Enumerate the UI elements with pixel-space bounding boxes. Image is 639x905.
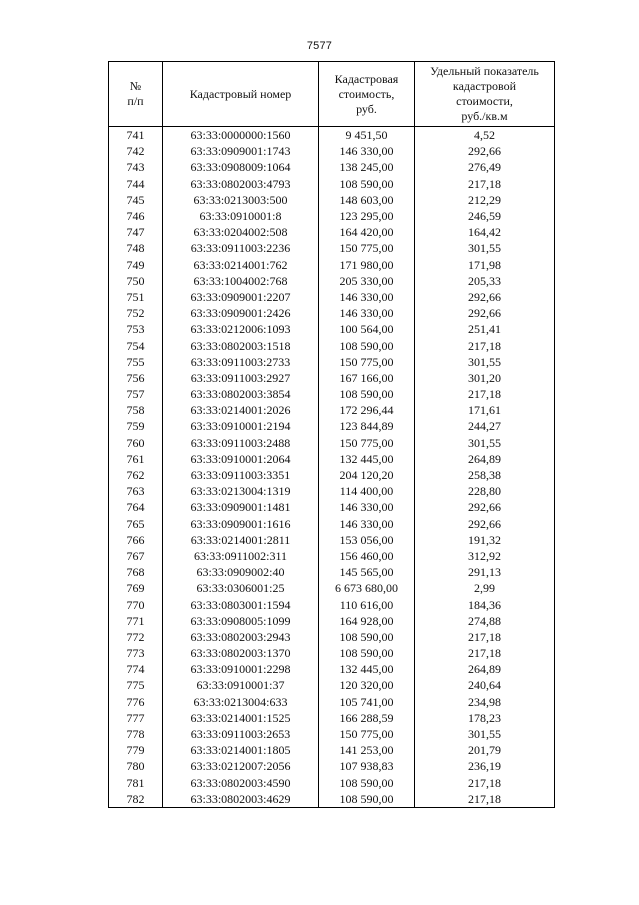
cell-cadastral-number: 63:33:0803001:1594 — [163, 596, 319, 612]
cell-specific-value: 301,20 — [415, 370, 555, 386]
cell-cadastral-value: 138 245,00 — [319, 159, 415, 175]
cell-specific-value: 191,32 — [415, 532, 555, 548]
cell-row-number: 773 — [109, 645, 163, 661]
cell-cadastral-number: 63:33:0802003:1518 — [163, 337, 319, 353]
cell-cadastral-value: 105 741,00 — [319, 694, 415, 710]
cell-row-number: 764 — [109, 499, 163, 515]
table-row — [109, 596, 555, 612]
cell-cadastral-value: 172 296,44 — [319, 402, 415, 418]
cell-cadastral-value: 146 330,00 — [319, 499, 415, 515]
cell-row-number: 775 — [109, 677, 163, 693]
table-row — [109, 467, 555, 483]
cell-row-number: 757 — [109, 386, 163, 402]
table-row — [109, 645, 555, 661]
cadastral-table — [108, 61, 555, 808]
cell-cadastral-number: 63:33:0909001:1481 — [163, 499, 319, 515]
cell-row-number: 779 — [109, 742, 163, 758]
cell-cadastral-value: 123 844,89 — [319, 418, 415, 434]
cell-cadastral-number: 63:33:0802003:1370 — [163, 645, 319, 661]
cell-row-number: 759 — [109, 418, 163, 434]
cell-cadastral-number: 63:33:0911003:2653 — [163, 726, 319, 742]
cell-row-number: 760 — [109, 435, 163, 451]
table-row — [109, 337, 555, 353]
table-row — [109, 143, 555, 159]
cell-cadastral-number: 63:33:0910001:2194 — [163, 418, 319, 434]
cell-specific-value: 217,18 — [415, 176, 555, 192]
cell-specific-value: 292,66 — [415, 516, 555, 532]
cell-row-number: 774 — [109, 661, 163, 677]
cell-cadastral-value: 150 775,00 — [319, 726, 415, 742]
cell-specific-value: 234,98 — [415, 694, 555, 710]
table-row — [109, 159, 555, 175]
cell-cadastral-value: 108 590,00 — [319, 386, 415, 402]
cell-cadastral-value: 108 590,00 — [319, 791, 415, 808]
cell-cadastral-number: 63:33:0214001:2026 — [163, 402, 319, 418]
cell-row-number: 780 — [109, 758, 163, 774]
cell-row-number: 753 — [109, 321, 163, 337]
cell-cadastral-value: 166 288,59 — [319, 710, 415, 726]
cell-cadastral-number: 63:33:0910001:37 — [163, 677, 319, 693]
cell-cadastral-number: 63:33:0909001:2426 — [163, 305, 319, 321]
cell-cadastral-number: 63:33:0213004:1319 — [163, 483, 319, 499]
cell-cadastral-number: 63:33:0911003:2236 — [163, 240, 319, 256]
cell-cadastral-value: 108 590,00 — [319, 337, 415, 353]
table-row — [109, 435, 555, 451]
cell-cadastral-number: 63:33:0214001:1805 — [163, 742, 319, 758]
cell-cadastral-value: 108 590,00 — [319, 176, 415, 192]
cell-cadastral-value: 204 120,20 — [319, 467, 415, 483]
cell-row-number: 752 — [109, 305, 163, 321]
table-row — [109, 791, 555, 808]
cell-specific-value: 244,27 — [415, 418, 555, 434]
cell-cadastral-value: 114 400,00 — [319, 483, 415, 499]
cell-specific-value: 217,18 — [415, 337, 555, 353]
cell-cadastral-value: 141 253,00 — [319, 742, 415, 758]
cell-cadastral-number: 63:33:0214001:762 — [163, 257, 319, 273]
cell-specific-value: 292,66 — [415, 289, 555, 305]
table-row — [109, 613, 555, 629]
table-row — [109, 240, 555, 256]
table-row — [109, 192, 555, 208]
table-row — [109, 710, 555, 726]
table-row — [109, 775, 555, 791]
table-row — [109, 694, 555, 710]
cell-cadastral-value: 146 330,00 — [319, 289, 415, 305]
table-row — [109, 726, 555, 742]
table-row — [109, 257, 555, 273]
cell-cadastral-value: 107 938,83 — [319, 758, 415, 774]
table-row — [109, 742, 555, 758]
cell-specific-value: 301,55 — [415, 435, 555, 451]
header-specific-value: Удельный показатель кадастровой стоимости, руб./кв.м — [415, 62, 555, 127]
cell-specific-value: 301,55 — [415, 240, 555, 256]
cell-row-number: 778 — [109, 726, 163, 742]
cell-row-number: 782 — [109, 791, 163, 808]
cell-cadastral-value: 205 330,00 — [319, 273, 415, 289]
cell-row-number: 762 — [109, 467, 163, 483]
cell-cadastral-number: 63:33:0911003:2927 — [163, 370, 319, 386]
cell-row-number: 755 — [109, 354, 163, 370]
cell-cadastral-value: 108 590,00 — [319, 645, 415, 661]
table-row — [109, 208, 555, 224]
cell-specific-value: 274,88 — [415, 613, 555, 629]
cell-cadastral-number: 63:33:0909001:1616 — [163, 516, 319, 532]
table-row — [109, 224, 555, 240]
cell-cadastral-number: 63:33:0911003:3351 — [163, 467, 319, 483]
cell-cadastral-value: 120 320,00 — [319, 677, 415, 693]
cell-specific-value: 236,19 — [415, 758, 555, 774]
cell-cadastral-value: 156 460,00 — [319, 548, 415, 564]
table-row — [109, 305, 555, 321]
cell-specific-value: 171,61 — [415, 402, 555, 418]
cell-specific-value: 4,52 — [415, 127, 555, 144]
table-row — [109, 402, 555, 418]
table-header — [109, 62, 555, 127]
cell-row-number: 763 — [109, 483, 163, 499]
cell-row-number: 743 — [109, 159, 163, 175]
cell-specific-value: 258,38 — [415, 467, 555, 483]
cell-specific-value: 217,18 — [415, 645, 555, 661]
table-row — [109, 386, 555, 402]
cell-cadastral-number: 63:33:0213003:500 — [163, 192, 319, 208]
header-cadastral-number: Кадастровый номер — [163, 62, 319, 127]
cell-row-number: 761 — [109, 451, 163, 467]
header-cadastral-value: Кадастровая стоимость, руб. — [319, 62, 415, 127]
table-row — [109, 176, 555, 192]
cell-specific-value: 292,66 — [415, 305, 555, 321]
cell-cadastral-value: 164 928,00 — [319, 613, 415, 629]
cell-specific-value: 301,55 — [415, 726, 555, 742]
cell-cadastral-value: 167 166,00 — [319, 370, 415, 386]
cell-specific-value: 292,66 — [415, 143, 555, 159]
cell-specific-value: 264,89 — [415, 661, 555, 677]
cell-cadastral-number: 63:33:0910001:2298 — [163, 661, 319, 677]
cell-row-number: 771 — [109, 613, 163, 629]
cell-cadastral-number: 63:33:0911003:2733 — [163, 354, 319, 370]
cell-cadastral-number: 63:33:0213004:633 — [163, 694, 319, 710]
cell-cadastral-number: 63:33:0911002:311 — [163, 548, 319, 564]
cell-cadastral-number: 63:33:0802003:4590 — [163, 775, 319, 791]
cell-cadastral-value: 145 565,00 — [319, 564, 415, 580]
table-row — [109, 418, 555, 434]
cell-row-number: 777 — [109, 710, 163, 726]
table-row — [109, 564, 555, 580]
table-row — [109, 289, 555, 305]
cell-row-number: 749 — [109, 257, 163, 273]
cell-row-number: 751 — [109, 289, 163, 305]
cell-cadastral-value: 164 420,00 — [319, 224, 415, 240]
cell-cadastral-number: 63:33:0910001:8 — [163, 208, 319, 224]
cell-cadastral-value: 108 590,00 — [319, 775, 415, 791]
cell-row-number: 758 — [109, 402, 163, 418]
cell-specific-value: 251,41 — [415, 321, 555, 337]
cell-specific-value: 228,80 — [415, 483, 555, 499]
cell-cadastral-value: 146 330,00 — [319, 516, 415, 532]
cell-specific-value: 171,98 — [415, 257, 555, 273]
cell-row-number: 750 — [109, 273, 163, 289]
cell-specific-value: 240,64 — [415, 677, 555, 693]
cell-row-number: 781 — [109, 775, 163, 791]
cell-row-number: 746 — [109, 208, 163, 224]
cell-specific-value: 292,66 — [415, 499, 555, 515]
cell-specific-value: 217,18 — [415, 775, 555, 791]
table-row — [109, 629, 555, 645]
table-row — [109, 499, 555, 515]
cell-cadastral-value: 148 603,00 — [319, 192, 415, 208]
cell-row-number: 770 — [109, 596, 163, 612]
cell-cadastral-value: 132 445,00 — [319, 661, 415, 677]
cell-specific-value: 2,99 — [415, 580, 555, 596]
table-row — [109, 273, 555, 289]
cell-specific-value: 301,55 — [415, 354, 555, 370]
header-row-number: № п/п — [109, 62, 163, 127]
cell-cadastral-number: 63:33:0306001:25 — [163, 580, 319, 596]
table-row — [109, 548, 555, 564]
table-body — [109, 127, 555, 808]
cell-specific-value: 217,18 — [415, 629, 555, 645]
cell-cadastral-value: 6 673 680,00 — [319, 580, 415, 596]
cell-cadastral-number: 63:33:0000000:1560 — [163, 127, 319, 144]
cell-cadastral-number: 63:33:1004002:768 — [163, 273, 319, 289]
table-row — [109, 661, 555, 677]
cell-specific-value: 246,59 — [415, 208, 555, 224]
cell-specific-value: 217,18 — [415, 386, 555, 402]
cell-cadastral-number: 63:33:0802003:3854 — [163, 386, 319, 402]
cell-cadastral-value: 150 775,00 — [319, 240, 415, 256]
cell-cadastral-number: 63:33:0909002:40 — [163, 564, 319, 580]
table-row — [109, 127, 555, 144]
table-row — [109, 451, 555, 467]
cell-cadastral-value: 150 775,00 — [319, 435, 415, 451]
cell-specific-value: 264,89 — [415, 451, 555, 467]
cell-row-number: 769 — [109, 580, 163, 596]
table-row — [109, 516, 555, 532]
cell-cadastral-number: 63:33:0214001:1525 — [163, 710, 319, 726]
cell-cadastral-number: 63:33:0910001:2064 — [163, 451, 319, 467]
cell-cadastral-number: 63:33:0908009:1064 — [163, 159, 319, 175]
cell-specific-value: 276,49 — [415, 159, 555, 175]
table-row — [109, 580, 555, 596]
cell-specific-value: 184,36 — [415, 596, 555, 612]
table-row — [109, 321, 555, 337]
cell-cadastral-value: 132 445,00 — [319, 451, 415, 467]
cell-cadastral-value: 108 590,00 — [319, 629, 415, 645]
cell-cadastral-number: 63:33:0802003:4629 — [163, 791, 319, 808]
cell-cadastral-number: 63:33:0908005:1099 — [163, 613, 319, 629]
page-number: 7577 — [306, 40, 333, 52]
cell-cadastral-value: 171 980,00 — [319, 257, 415, 273]
cell-row-number: 742 — [109, 143, 163, 159]
cell-row-number: 748 — [109, 240, 163, 256]
cell-cadastral-value: 153 056,00 — [319, 532, 415, 548]
cell-specific-value: 178,23 — [415, 710, 555, 726]
table-row — [109, 532, 555, 548]
cell-cadastral-number: 63:33:0212006:1093 — [163, 321, 319, 337]
table-row — [109, 354, 555, 370]
cell-cadastral-value: 150 775,00 — [319, 354, 415, 370]
cell-cadastral-number: 63:33:0204002:508 — [163, 224, 319, 240]
cell-cadastral-number: 63:33:0802003:2943 — [163, 629, 319, 645]
cell-specific-value: 212,29 — [415, 192, 555, 208]
cell-cadastral-number: 63:33:0909001:1743 — [163, 143, 319, 159]
table-row — [109, 677, 555, 693]
cell-cadastral-value: 123 295,00 — [319, 208, 415, 224]
cell-row-number: 767 — [109, 548, 163, 564]
cell-row-number: 765 — [109, 516, 163, 532]
header-row — [109, 62, 555, 127]
cell-row-number: 756 — [109, 370, 163, 386]
cell-specific-value: 312,92 — [415, 548, 555, 564]
table-row — [109, 758, 555, 774]
cell-specific-value: 205,33 — [415, 273, 555, 289]
cell-cadastral-number: 63:33:0212007:2056 — [163, 758, 319, 774]
cell-cadastral-number: 63:33:0909001:2207 — [163, 289, 319, 305]
cell-specific-value: 201,79 — [415, 742, 555, 758]
cell-row-number: 741 — [109, 127, 163, 144]
cell-row-number: 747 — [109, 224, 163, 240]
cell-row-number: 754 — [109, 337, 163, 353]
table-row — [109, 483, 555, 499]
cell-cadastral-value: 146 330,00 — [319, 143, 415, 159]
cell-row-number: 772 — [109, 629, 163, 645]
cell-row-number: 766 — [109, 532, 163, 548]
cell-cadastral-number: 63:33:0214001:2811 — [163, 532, 319, 548]
cell-cadastral-value: 146 330,00 — [319, 305, 415, 321]
cell-specific-value: 164,42 — [415, 224, 555, 240]
table-row — [109, 370, 555, 386]
cell-row-number: 745 — [109, 192, 163, 208]
cell-row-number: 776 — [109, 694, 163, 710]
cell-cadastral-value: 100 564,00 — [319, 321, 415, 337]
cell-row-number: 768 — [109, 564, 163, 580]
cell-row-number: 744 — [109, 176, 163, 192]
cell-cadastral-value: 9 451,50 — [319, 127, 415, 144]
cell-cadastral-value: 110 616,00 — [319, 596, 415, 612]
cell-specific-value: 217,18 — [415, 791, 555, 808]
cell-cadastral-number: 63:33:0802003:4793 — [163, 176, 319, 192]
cell-specific-value: 291,13 — [415, 564, 555, 580]
cell-cadastral-number: 63:33:0911003:2488 — [163, 435, 319, 451]
